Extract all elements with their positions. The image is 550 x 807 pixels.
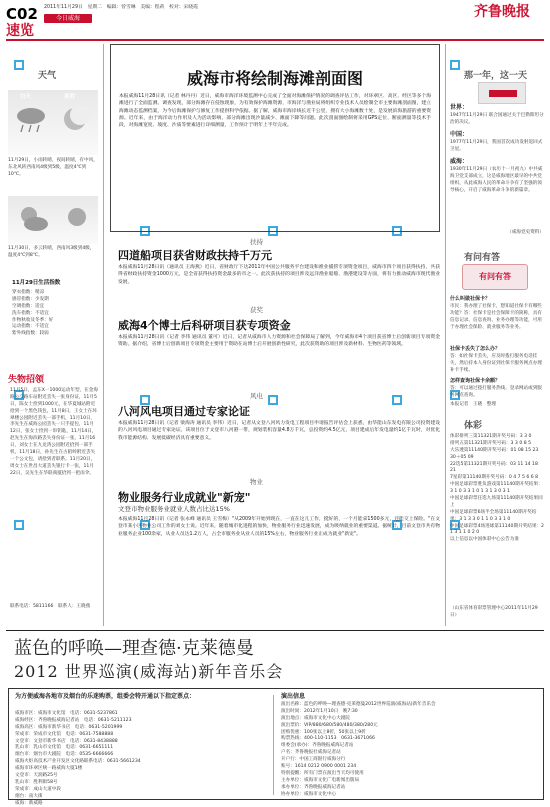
youwen-banner	[462, 264, 528, 290]
forecast-item: 感冒指数：少发期	[12, 296, 49, 302]
china-text: 1977年11月29日，我国首次成功发射返回式卫星。	[450, 140, 543, 152]
huojiang-title: 威海4个博士后科研项目获专项资金	[118, 319, 291, 332]
headline-box	[110, 44, 440, 232]
forecast-item: 运动指数：不适宜	[12, 324, 49, 330]
ad-left-list	[15, 711, 265, 806]
weather-today-text: 11月29日，小雨转晴，夜间转晴，有中风，东北风转西南风4级到5级，温度4℃到10℃。	[8, 158, 98, 177]
show-info-line: 演出地点：威海市文化中心大剧院	[281, 715, 350, 721]
lottery-line: 7星彩第11140期开奖号码：0 4 7 5 6 6 8	[450, 475, 539, 481]
tiyu-title: 体彩	[464, 421, 483, 431]
show-info-line: 开户行：中国工商银行威海分行	[281, 757, 346, 763]
forecast-item: 紫外线指数：较弱	[12, 331, 49, 337]
day-label: 白天	[20, 94, 32, 100]
lottery-line: 中国足球彩票任选九场第11140期开奖结果同上	[450, 496, 543, 508]
section-tag: 今日威海	[44, 14, 92, 23]
forecast-item: 洗车指数：不适宜	[12, 310, 49, 316]
wuye-body: 本报威海11月28日讯（记者 张永峰 通讯员 王雪梅）"从2009年开始到现在，一直在这儿工作，挺好的，一个月能拿1500多元，还能交上保险。"在文登市某小区物业公司工作的刘女士说。近年来，随着城市化进程的加快，物业服务行业迅速发展，成为吸纳就业的重要渠道。据统计，目前文登市共有物业服务企业100余家，从业人员达1.2万人，占全市服务业从业人员的15%左右，物业服务行业正成为就业"新宠"。	[118, 517, 440, 537]
ticket-point: 乳山市：乳山市文化馆 电话：0631-6651111	[15, 745, 114, 751]
headline-title: 威海市将绘制海滩剖面图	[186, 69, 363, 88]
ad-right-list	[281, 702, 539, 798]
show-info-line: 组委会(承办)：齐鲁晚报威海记者站	[281, 743, 354, 749]
fengdian-title: 八河风电项目通过专家论证	[118, 405, 250, 418]
lottery-line: 22选5第11321期开奖号码：03 11 14 18 21	[450, 461, 538, 474]
date-line: 2011年11月29日 星期二 编辑：曾雪琳 美编：程莉 校对：宋晓霞	[44, 5, 198, 10]
lottery-line: 中国足球彩票4场进球第11140期开奖结果：2 1 3 1 1 0 2 0	[450, 523, 544, 536]
masthead-logo: 齐鲁晚报	[474, 4, 530, 20]
weihai-text: 1930年11月29日（农历十一月初九）中共威海卫党支部成立，这是威海地区最早的中共党组织，从此威海人民的革命斗争有了坚强的领导核心，开启了威海革命斗争的新篇章。	[450, 167, 543, 193]
ticket-point: 威海高区：威海市新华书店 电话：0631-5201999	[15, 724, 123, 730]
forecast-list	[12, 290, 98, 366]
answer-3: 答：可以通过拨打服务热线、登录网站或到服务网点查询。	[450, 386, 542, 398]
ad-headline-2: 2012 世界巡演(威海站)新年音乐会	[14, 662, 284, 681]
history-image-badge	[489, 90, 517, 97]
ticket-point: 文登市：天润路25号	[15, 773, 58, 779]
youwen-banner-text: 有问有答	[479, 272, 511, 281]
huojiang-body: 本报威海11月28日讯（记者 李伟 通讯员 董可）近日，记者从威海市人力资源和社会保障局了解到，今年威海市4个项目获省博士后创新项目专项资金资助。据介绍，省博士后创新项目专项资金主要用于资助在站博士后开展创新性研究，此次获资助的项目涉及新材料、生物医药等领域。	[118, 335, 440, 348]
ticket-point: 威海经区：齐鲁晚报威海记者站 电话：0631-5211123	[15, 717, 132, 723]
answer-2: 答：如社保卡丢失，应及时拨打服务电话挂失，然后持本人身份证到社保卡服务网点办理补卡手续。	[450, 354, 542, 373]
history-image	[478, 82, 526, 104]
rain-cloud-icon	[14, 104, 48, 134]
lost-found-title: 失物招领	[8, 375, 45, 385]
section-title: 速览	[6, 23, 34, 39]
forecast-title: 11月29日生活指数	[12, 280, 61, 286]
ad-info-box	[8, 688, 544, 806]
show-info-line: 协办单位：威海市文化中心	[281, 791, 337, 797]
nayinian-title: 那一年，这一天	[464, 71, 528, 81]
fengdian-body: 本报威海11月28日讯（记者 梁海涛 通讯员 李伟）近日，记者从文登八河风力发电工程项目申请报告评估会上获悉，由华能山东发电有限公司投资建设的八河风电项目通过专家论证。该项目位于文登市八河港一带，规划装机容量4.8万千瓦，总投资约4.5亿元，项目建成后年发电量约1亿千瓦时，对优化我市能源结构、发展低碳经济具有重要意义。	[118, 421, 440, 441]
ad-right-title: 演出信息	[281, 693, 306, 700]
forecast-item: 穿衣指数：稍凉	[12, 290, 45, 295]
sun-icon	[62, 202, 92, 232]
history-source: （威海党史资料）	[507, 230, 544, 235]
fuchi-label: 扶持	[250, 238, 263, 246]
youwen-contact: 本报记者 王晓 整理	[450, 402, 496, 407]
question-3: 怎样查询社保卡余额？	[450, 378, 501, 384]
show-info-line: 演出名称：蓝色的呼唤—理查德·克莱德曼2012世界巡演(威海站)新年音乐会	[281, 702, 436, 707]
ticket-point: 乳山市：胜利街58号	[15, 779, 58, 785]
weather-tomorrow-panel	[8, 196, 98, 244]
show-info-line: 特别提醒：所有门票在演出当天均可使用	[281, 770, 364, 776]
lottery-line: 体彩排列三第11321期开奖号码：3 3 0	[450, 434, 532, 439]
huojiang-label: 获奖	[250, 306, 263, 314]
ticket-point: 威海：新威路	[15, 800, 43, 806]
world-text: 1947年11月29日 联合国通过关于巴勒斯坦分治的决议。	[450, 113, 544, 125]
ticket-point: 烟台：南大街	[15, 793, 43, 799]
show-info-line: 承办单位：齐鲁晚报威海记者站	[281, 784, 346, 790]
weather-tomorrow-text: 11月30日，多云转晴，西南风3级到4级，温度4℃到8℃。	[8, 246, 95, 258]
fuchi-body: 本报威海11月28日讯（通讯员 王海燕）近日，省财政厅下达2011年中国公共服务平台建设和渔业捕捞专项资金项目，威海市四个项目获得扶持，共获得省财政扶持资金1000万元，是全省获得扶持资金最多的市之一。此次获扶持的项目涉及远洋渔业船舶、渔港建设等方面，将有力推动威海市现代渔业发展。	[118, 265, 440, 285]
ticket-point: 荣成市：成山大道中段	[15, 786, 61, 792]
lottery-footer: （山东省体育彩票管理中心2011年11月29日）	[450, 606, 538, 618]
lottery-line: 大乐透第11140期开奖号码：01 08 15 23 30＋05 09	[450, 447, 539, 460]
answer-1: 市民：我办理了社保卡，想知道社保卡有哪些功能？答：社保卡是社会保障卡的简称，具有信息记录、信息查询、业务办理等功能，可用于办理社会保险、就业服务等业务。	[450, 304, 542, 330]
show-info-line: 购票热线：400-110-1153 0631-3671066	[281, 736, 375, 742]
lottery-line: 排列五第11321期开奖号码：3 3 0 8 5	[450, 440, 532, 446]
forecast-item: 空调指数：适宜	[12, 303, 45, 309]
forecast-item: 作物秋收及冬季：好	[12, 317, 54, 323]
show-info-line: 团购优惠：100张以上8折，50张以上9折	[281, 729, 366, 735]
page-number: C02	[6, 5, 38, 23]
fengdian-label: 风电	[250, 392, 263, 400]
lost-found-contact: 联系电话：5811166 联系人：王晓燕	[10, 604, 91, 609]
show-info-line: 账号：1614 0212 0900 0001 234	[281, 764, 357, 770]
weather-today-panel	[8, 90, 98, 155]
wuye-label: 物业	[250, 478, 263, 486]
show-info-line: 演出票价：VIP/880/680/580/480/380/280元	[281, 722, 378, 728]
fuchi-title: 四道船项目获省财政扶持千万元	[118, 249, 272, 262]
ticket-point: 文登市：文登市新华书店 电话：0631-8438888	[15, 738, 118, 744]
night-label: 夜间	[64, 94, 76, 100]
show-info-line: 户名：齐鲁晚报社威海记者站	[281, 750, 341, 756]
lost-found-text: 11月5日，孟东X一1000运动年型，在金海路公交路车站附近丢失一张身份证，11月5日，陈女士捡到1000元，在华夏城站附近拾到一个黑色钱包，11月8日，王女士在环翠楼公园附近丢失一部手机，11月10日，李先生在威海公园丢失一只手提包，11月12日，张女士捡到一串钥匙，11月14日，赵先生在海滨路丢失身份证一张，11月16日，刘女士在九龙湾公园附近拾到一部手机，11月18日，孙先生在古陌岭附近丢失一个公文包，请拾到者联系。11月20日，周女士在世昌大道丢失银行卡一张，11月22日，吴先生在华联商厦拾到一把雨伞。	[10, 388, 98, 476]
ad-headline-1: 蓝色的呼唤—理查德·克莱德曼	[14, 638, 254, 659]
lottery-line: 中国足球彩票6场半全场第11140期开奖结果：3 1 3 3 0 1 1 0 3 3 1 0	[450, 509, 537, 522]
sun-cloud-icon	[16, 202, 50, 236]
lottery-line: 中国足球彩票胜负游戏第11140期开奖结果：3 1 0 3 3 1 0 1 3 1 3 0 3 1	[450, 482, 543, 495]
show-info-line: 主办单位：威海市文化广电新闻出版局	[281, 777, 360, 783]
ticket-point: 烟台市：烟台市大剧院 电话：0535-6666666	[15, 752, 114, 758]
wuye-subtitle: 文登市物业服务业就业人数占比达15%	[118, 505, 230, 513]
ticket-point: 荣成市：荣成市文化馆 电话：0631-7588888	[15, 731, 114, 737]
ad-left-title: 为方便威海各地市及烟台的乐迷购票，组委会特开通以下指定票点：	[15, 693, 196, 700]
ticket-point: 威海火炬高技术产业开发区文化路联系电话：0631-5661234	[15, 759, 141, 765]
weihai-label: 威海：	[450, 158, 469, 165]
world-label: 世界：	[450, 104, 469, 111]
weather-section-title: 天气	[38, 71, 57, 81]
question-1: 什么叫做社保卡？	[450, 296, 491, 302]
show-info-line: 演出时间：2012年1月10日 晚7:30	[281, 708, 358, 714]
lottery-list	[450, 434, 544, 604]
wuye-title: 物业服务行业成就业"新宠"	[118, 491, 251, 504]
moon-icon	[60, 104, 90, 134]
question-2: 社保卡丢失了怎么办？	[450, 346, 501, 352]
china-label: 中国：	[450, 131, 469, 138]
ticket-point: 威海市环翠区统一路威海大厦1楼	[15, 766, 83, 772]
ticket-point: 威海市区：威海市文化馆 电话：0631-5237861	[15, 711, 118, 716]
lottery-line: 以上信息以中国体彩中心公告为准	[450, 537, 519, 543]
youwen-title: 有问有答	[464, 253, 501, 263]
headline-body: 本报威海11月28日讯（记者 林丹丹）近日，威海市海洋环境监测中心完成了全面对海滩保护情况的调查评估工作，对环翠区、高区、经区等多个海滩进行了全面监测。调查发现，部分海滩存在侵蚀现象，为有效保护海滩资源，市海洋与渔业局将组织专业技术人员绘制全市主要海滩剖面图，建立海滩动态监测档案，为今后海滩保护与修复工作提供科学依据。据了解，威海市海岸线长近千公里，拥有大小海滩数十处，是发展滨海旅游的重要资源。近年来，由于海洋动力作用及人为活动影响，部分海滩出现沙量减少、滩面下降等问题。此次剖面图绘制将采用GPS定位、断面测量等技术手段，对海滩宽度、坡度、沙质等要素进行详细测量，工作预计于明年上半年完成。	[119, 94, 431, 129]
